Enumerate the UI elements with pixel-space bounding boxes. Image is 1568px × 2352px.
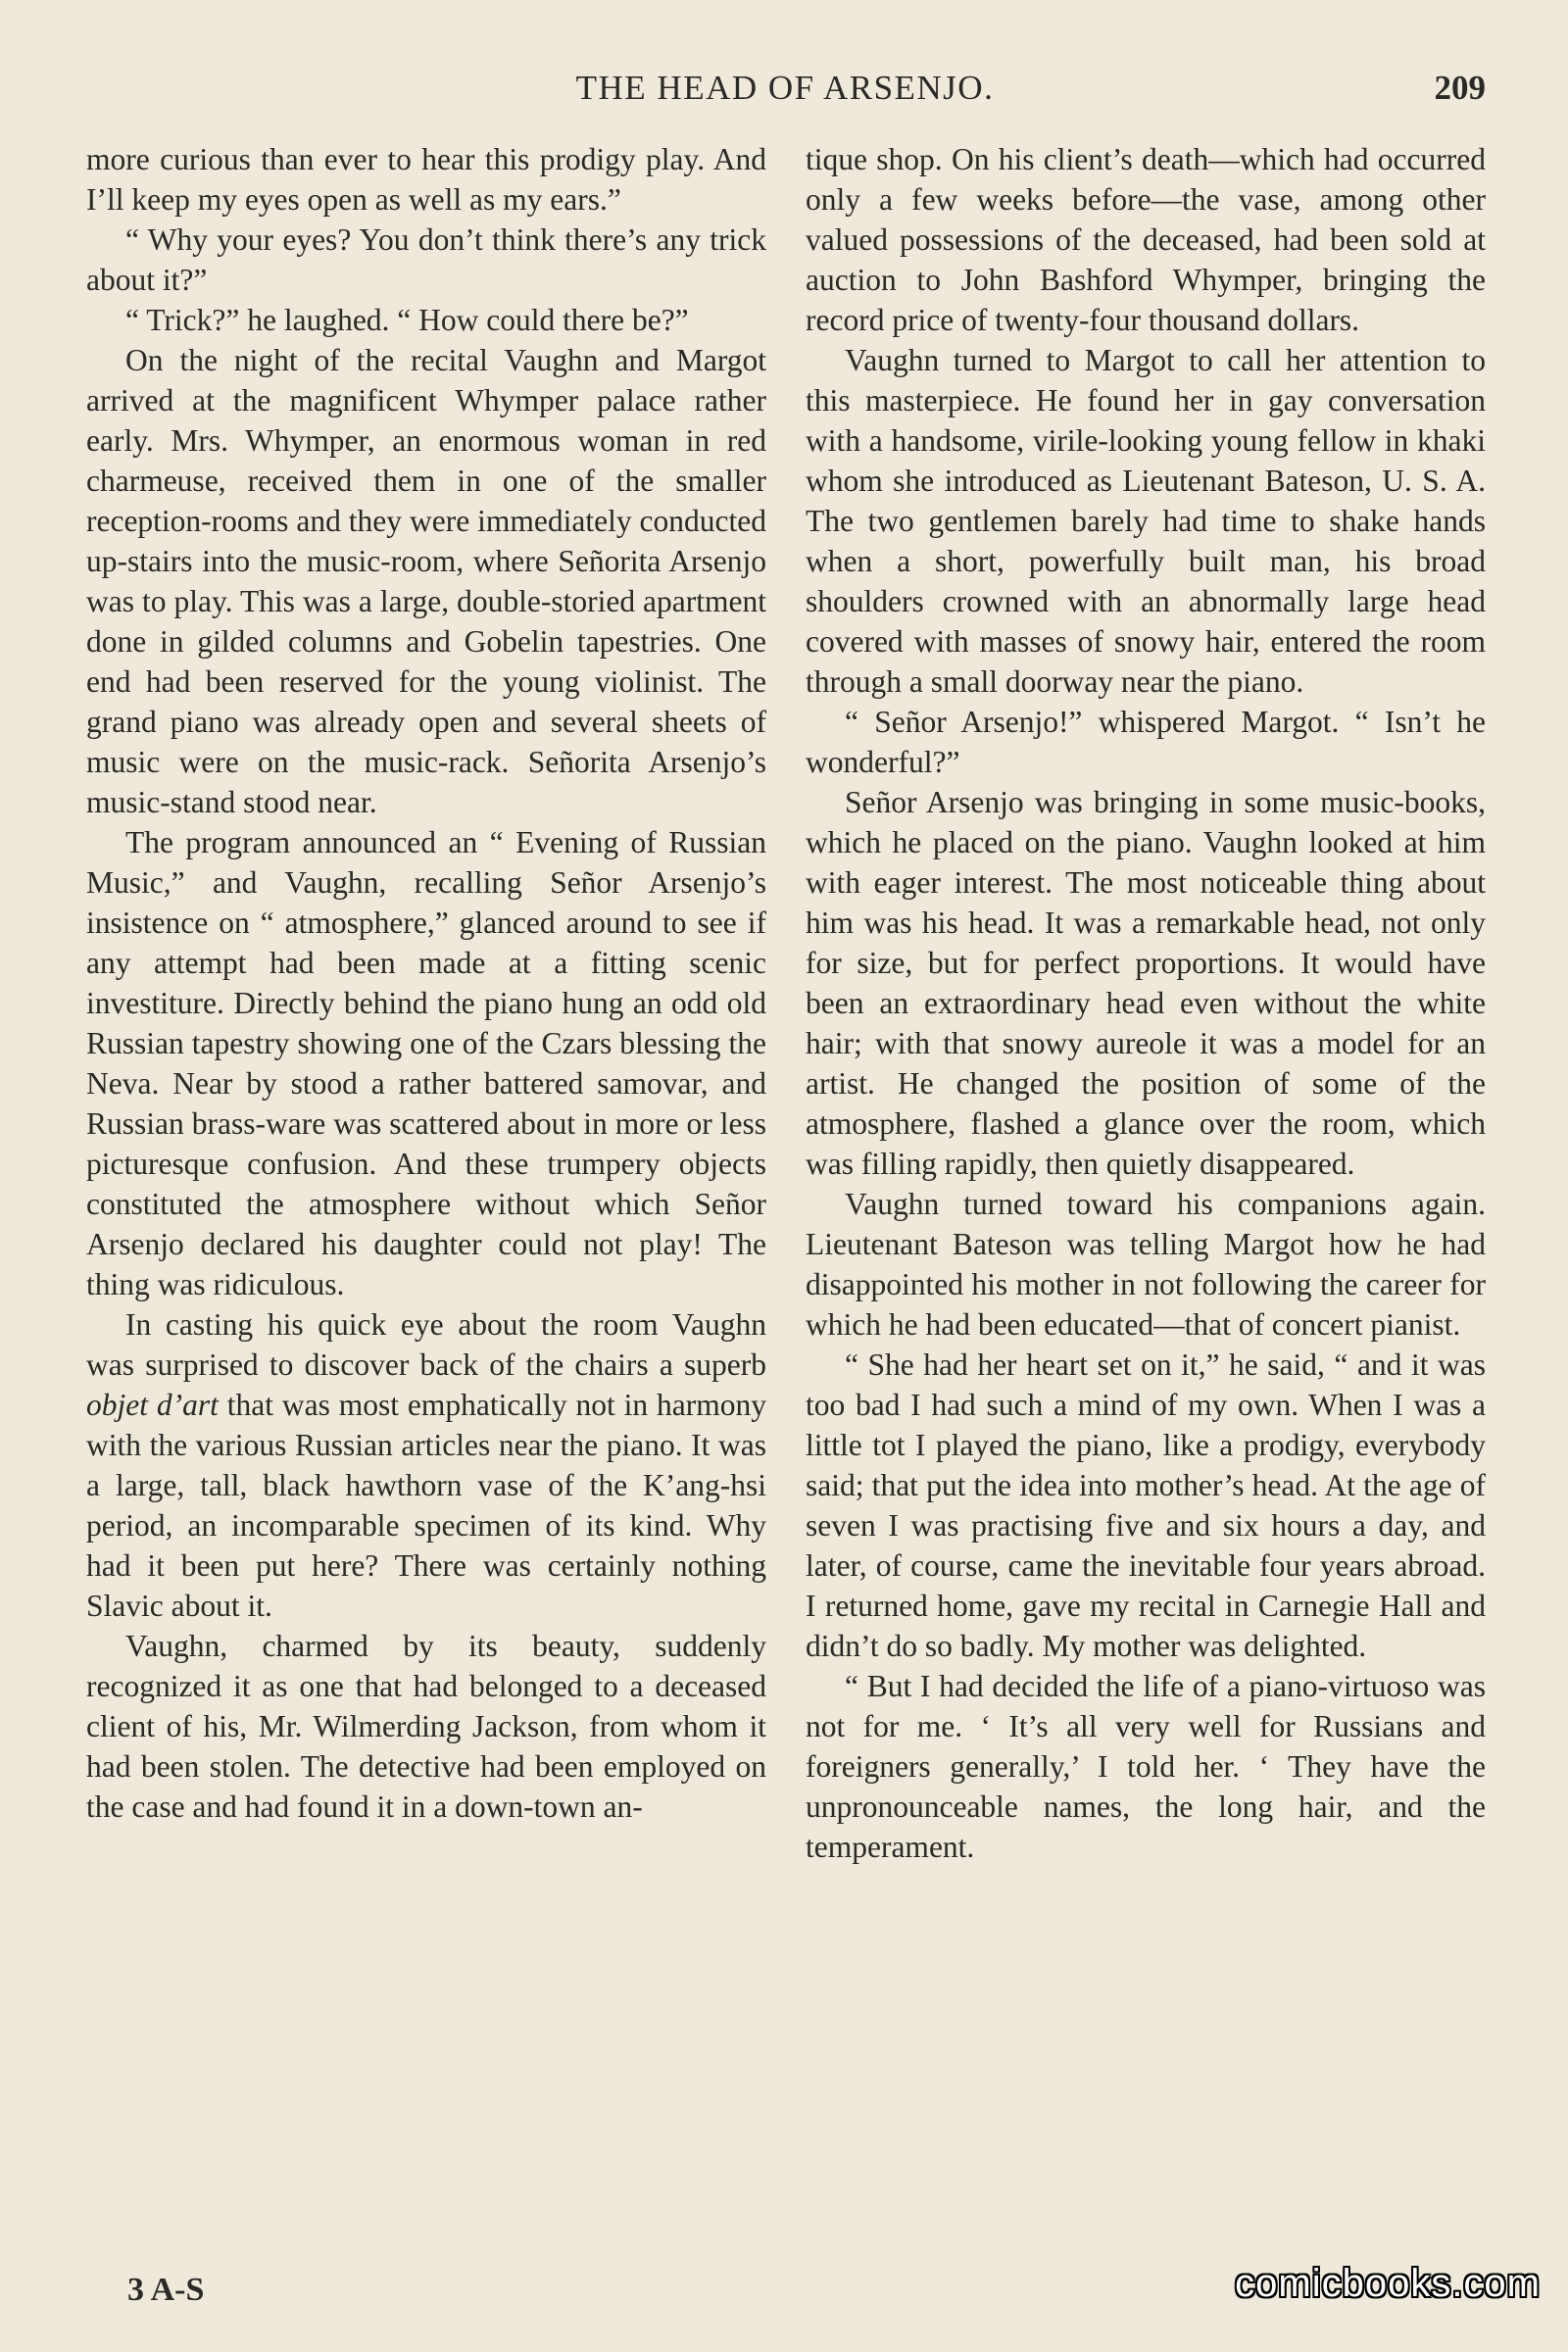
paragraph: tique shop. On his client’s death—which had occurred only a few weeks before—the vase, among other valued possessions of the deceased, had been sold at auction to John Bashford Whymper, bringing the record price of twenty-four thousand dollars. [806,142,1486,337]
left-column [86,139,766,1827]
text-run: that was most emphatically not in harmony with the various Russian articles near the piano. It was a large, tall, black hawthorn vase of the K’ang-hsi period, an incomparable specimen of its kind. Why had it been put here? There was certainly nothing Slavic about it. [86,1388,766,1623]
paragraph: Señor Arsenjo was bringing in some music-books, which he placed on the piano. Vaughn looked at him with eager interest. The most noticeable thing about him was his head. It was a remarkable head, not only for size, but for perfect proportions. It would have been an extraordinary head even without the white hair; with that snowy aureole it was a model for an artist. He changed the position of some of the atmosphere, flashed a glance over the room, which was filling rapidly, then quietly disappeared. [806,785,1486,1181]
paragraph: Vaughn turned to Margot to call her attention to this masterpiece. He found her in gay conversation with a handsome, virile-looking young fellow in khaki whom she introduced as Lieutenant Bateson, U. S. A. The two gentlemen barely had time to shake hands when a short, powerfully built man, his broad shoulders crowned with an abnormally large head covered with masses of snowy hair, entered the room through a small doorway near the piano. [806,343,1486,699]
paragraph: “ Trick?” he laughed. “ How could there be?” [125,303,689,337]
paragraph: “ She had her heart set on it,” he said, “ and it was too bad I had such a mind of my own. When I was a little tot I played the piano, like a prodigy, everybody said; that put the idea into mother’s head. At the age of seven I was practising five and six hours a day, and later, of course, came the inevitable four years abroad. I returned home, gave my recital in Carnegie Hall and didn’t do so badly. My mother was delighted. [806,1348,1486,1663]
right-column [806,139,1486,1867]
text-run: In casting his quick eye about the room Vaughn was surprised to discover back of the chairs a superb [86,1307,766,1382]
paragraph: On the night of the recital Vaughn and Margot arrived at the magnificent Whymper palace rather early. Mrs. Whymper, an enormous woman in red charmeuse, received them in one of the smaller reception-rooms and they were immediately conducted up-stairs into the music-room, where Señorita Arsenjo was to play. This was a large, double-storied apartment done in gilded columns and Gobelin tapestries. One end had been reserved for the young violinist. The grand piano was already open and several sheets of music were on the music-rack. Señorita Arsenjo’s music-stand stood near. [86,343,766,819]
paragraph: “ But I had decided the life of a piano-virtuoso was not for me. ‘ It’s all very well for Russians and foreigners generally,’ I told her. ‘ They have the unpronounceable names, the long hair, and the temperament. [806,1669,1486,1864]
watermark: comicbooks.com [1235,2262,1541,2305]
paragraph: The program announced an “ Evening of Russian Music,” and Vaughn, recalling Señor Arsenjo’s insistence on “ atmosphere,” glanced around to see if any attempt had been made at a fitting scenic investiture. Directly behind the piano hung an odd old Russian tapestry showing one of the Czars blessing the Neva. Near by stood a rather battered samovar, and Russian brass-ware was scattered about in more or less picturesque confusion. And these trumpery objects constituted the atmosphere without which Señor Arsenjo declared his daughter could not play! The thing was ridiculous. [86,825,766,1301]
paragraph: Vaughn, charmed by its beauty, suddenly recognized it as one that had belonged to a deceased client of his, Mr. Wilmerding Jackson, from whom it had been stolen. The detective had been employed on the case and had found it in a down-town an- [86,1629,766,1824]
paragraph [86,1304,766,1626]
running-title: THE HEAD OF ARSENJO. [575,69,995,107]
paragraph: Vaughn turned toward his companions again. Lieutenant Bateson was telling Margot how he had disappointed his mother in not following the career for which he had been educated—that of concert pianist. [806,1187,1486,1342]
paragraph: more curious than ever to hear this prodigy play. And I’ll keep my eyes open as well as my ears.” [86,142,766,217]
italic-text: objet d’art [86,1388,219,1422]
signature-mark: 3 A-S [127,2272,205,2308]
page-number: 209 [1434,69,1486,107]
page-header [84,65,1486,123]
paragraph: “ Señor Arsenjo!” whispered Margot. “ Isn’t he wonderful?” [806,705,1486,779]
paragraph: “ Why your eyes? You don’t think there’s any trick about it?” [86,222,766,297]
